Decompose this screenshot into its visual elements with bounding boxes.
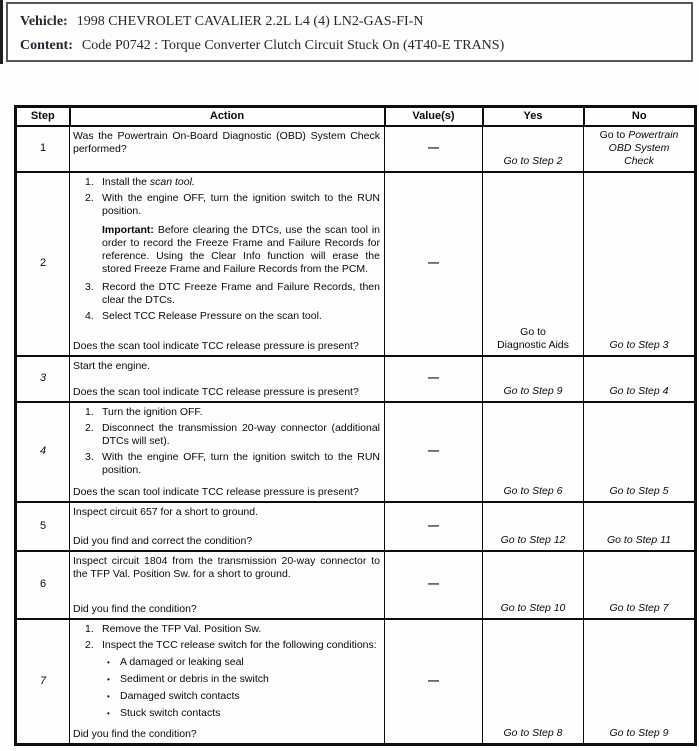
- yes-line: [486, 385, 580, 398]
- text-segment: Go to Step 11: [606, 533, 671, 546]
- no-cell: [584, 502, 696, 551]
- text-segment: Go to: [599, 128, 629, 141]
- table-row: [16, 402, 696, 502]
- action-cell: [70, 502, 385, 551]
- no-cell: [584, 619, 696, 745]
- yes-cell: [483, 126, 584, 172]
- yes-line: [486, 534, 580, 547]
- values-cell: [385, 356, 483, 402]
- step-cell: [16, 172, 70, 356]
- step-number: 2: [39, 257, 47, 269]
- table-row: [16, 551, 696, 619]
- item-text: [102, 176, 380, 189]
- item-text: [102, 639, 380, 652]
- yes-cell: [483, 619, 584, 745]
- text-segment: Diagnostic Aids: [497, 338, 569, 351]
- action-content: [73, 505, 380, 548]
- action-numbered-item: [73, 639, 380, 652]
- action-question: Does the scan tool indicate TCC release pressure is present?: [73, 385, 359, 398]
- item-number: 4.: [85, 309, 94, 322]
- no-cell: [584, 402, 696, 502]
- text-segment: Remove the TFP Val. Position Sw.: [102, 622, 262, 635]
- text-segment: Go to Step 8: [503, 726, 563, 739]
- column-header-action: Action: [70, 107, 385, 126]
- text-segment: Before clearing the DTCs, use the scan tool in order to record the Freeze Frame and Failure Records for reference. Using the Clear Info function will erase the stored Freeze Frame and Failure Records from the PCM.: [102, 223, 380, 275]
- item-number: 3.: [85, 280, 94, 293]
- text-segment: Go to Step 4: [609, 384, 669, 397]
- yes-line: [486, 326, 580, 339]
- no-cell: [584, 356, 696, 402]
- action-content: [73, 129, 380, 167]
- content-row: [20, 34, 685, 58]
- content-value: Code P0742 : Torque Converter Clutch Circuit Stuck On (4T40-E TRANS): [81, 38, 505, 53]
- content-label: Content:: [20, 38, 73, 53]
- action-question: Did you find and correct the condition?: [73, 534, 253, 547]
- no-line: [587, 602, 691, 615]
- step-cell: [16, 551, 70, 619]
- table-header-row: [16, 107, 696, 126]
- item-number: 1.: [85, 622, 94, 635]
- item-text: [102, 422, 380, 448]
- yes-line: [486, 485, 580, 498]
- action-question: Did you find the condition?: [73, 602, 197, 615]
- table-body: [16, 126, 696, 745]
- action-cell: [70, 172, 385, 356]
- text-segment: With the engine OFF, turn the ignition switch to the RUN position.: [102, 191, 380, 217]
- action-question: Does the scan tool indicate TCC release pressure is present?: [73, 485, 359, 498]
- values-dash: —: [428, 445, 439, 457]
- no-cell: [584, 172, 696, 356]
- no-line: [587, 534, 691, 547]
- text-segment: Inspect the TCC release switch for the following conditions:: [102, 638, 377, 651]
- step-number: 7: [39, 674, 47, 687]
- text-segment: Go to Step 7: [609, 601, 669, 614]
- table-row: [16, 126, 696, 172]
- item-number: 3.: [85, 450, 94, 463]
- item-text: [102, 406, 380, 419]
- text-segment: Stuck switch contacts: [120, 706, 221, 719]
- diagnostic-table: [14, 105, 697, 746]
- yes-line: [486, 339, 580, 352]
- action-paragraph: [102, 224, 380, 276]
- text-segment: Inspect circuit 657 for a short to ground.: [73, 505, 259, 518]
- yes-line: [486, 602, 580, 615]
- text-segment: Important:: [102, 223, 154, 236]
- text-segment: Check: [624, 154, 654, 167]
- no-line: [587, 155, 691, 168]
- bullet-text: [120, 690, 380, 703]
- step-cell: [16, 619, 70, 745]
- column-header-yes: Yes: [483, 107, 584, 126]
- bullet-text: [120, 673, 380, 686]
- text-segment: Go to Step 6: [503, 484, 563, 497]
- text-segment: Was the Powertrain On-Board Diagnostic (OBD) System Check performed?: [73, 129, 380, 155]
- action-numbered-item: [73, 192, 380, 218]
- values-dash: —: [428, 674, 439, 687]
- text-segment: A damaged or leaking seal: [120, 655, 244, 668]
- action-content: [73, 405, 380, 499]
- bullet-icon: •: [107, 708, 110, 718]
- action-numbered-item: [73, 281, 380, 307]
- values-cell: [385, 502, 483, 551]
- values-cell: [385, 619, 483, 745]
- bullet-text: [120, 656, 380, 669]
- yes-cell: [483, 356, 584, 402]
- column-header-step: Step: [16, 107, 70, 126]
- yes-line: [486, 155, 580, 168]
- text-segment: Start the engine.: [73, 359, 151, 372]
- column-header-values: Value(s): [385, 107, 483, 126]
- no-line: [587, 142, 691, 155]
- no-line: [587, 339, 691, 352]
- text-segment: OBD System: [608, 141, 670, 154]
- action-cell: [70, 126, 385, 172]
- action-bullet-item: [107, 656, 380, 669]
- yes-cell: [483, 402, 584, 502]
- table-row: [16, 619, 696, 745]
- action-cell: [70, 402, 385, 502]
- text-segment: Disconnect the transmission 20-way connector (additional DTCs will set).: [102, 421, 380, 447]
- step-cell: [16, 126, 70, 172]
- step-number: 3: [39, 372, 47, 384]
- vehicle-label: Vehicle:: [20, 14, 68, 29]
- vehicle-value: 1998 CHEVROLET CAVALIER 2.2L L4 (4) LN2-GAS-FI-N: [76, 14, 424, 29]
- text-segment: Turn the ignition OFF.: [102, 405, 203, 418]
- action-cell: [70, 356, 385, 402]
- text-segment: Go to Step 5: [609, 484, 669, 497]
- item-text: [102, 310, 380, 323]
- item-number: 2.: [85, 191, 94, 204]
- item-number: 2.: [85, 421, 94, 434]
- step-number: 5: [39, 519, 47, 532]
- action-text: [73, 130, 380, 156]
- no-cell: [584, 126, 696, 172]
- vehicle-row: [20, 10, 685, 34]
- text-segment: Record the DTC Freeze Frame and Failure Records, then clear the DTCs.: [102, 280, 380, 306]
- text-segment: With the engine OFF, turn the ignition switch to the RUN position.: [102, 450, 380, 476]
- table-row: [16, 502, 696, 551]
- action-question: Did you find the condition?: [73, 727, 197, 740]
- action-text: [73, 360, 380, 373]
- action-bullet-item: [107, 707, 380, 720]
- yes-cell: [483, 502, 584, 551]
- no-line: [587, 385, 691, 398]
- values-dash: —: [428, 519, 439, 532]
- text-segment: Install the: [102, 175, 150, 188]
- bullet-icon: •: [107, 691, 110, 701]
- text-segment: Select TCC Release Pressure on the scan tool.: [102, 309, 322, 322]
- action-numbered-item: [73, 623, 380, 636]
- text-segment: Go to Step 3: [609, 338, 669, 351]
- text-segment: scan tool.: [149, 175, 195, 188]
- no-line: [587, 485, 691, 498]
- item-number: 2.: [85, 638, 94, 651]
- action-content: [73, 622, 380, 741]
- table-row: [16, 356, 696, 402]
- item-text: [102, 192, 380, 218]
- bullet-icon: •: [107, 674, 110, 684]
- text-segment: Go to Step 9: [503, 384, 563, 397]
- yes-cell: [483, 172, 584, 356]
- values-dash: —: [428, 142, 439, 154]
- action-content: [73, 359, 380, 399]
- action-cell: [70, 551, 385, 619]
- no-line: [587, 129, 691, 142]
- no-cell: [584, 551, 696, 619]
- values-cell: [385, 126, 483, 172]
- bullet-icon: •: [107, 657, 110, 667]
- scan-edge-artifact: [0, 0, 3, 64]
- yes-cell: [483, 551, 584, 619]
- step-cell: [16, 502, 70, 551]
- action-numbered-item: [73, 176, 380, 189]
- action-numbered-item: [73, 406, 380, 419]
- yes-line: [486, 727, 580, 740]
- action-content: [73, 175, 380, 353]
- values-cell: [385, 172, 483, 356]
- values-dash: —: [428, 372, 439, 384]
- item-text: [102, 623, 380, 636]
- text-segment: Go to: [520, 325, 546, 338]
- action-question: Does the scan tool indicate TCC release pressure is present?: [73, 339, 359, 352]
- step-cell: [16, 356, 70, 402]
- action-bullet-item: [107, 690, 380, 703]
- step-number: 6: [39, 578, 47, 590]
- text-segment: Inspect circuit 1804 from the transmission 20-way connector to the TFP Val. Position Sw. for a short to ground.: [73, 554, 380, 580]
- item-text: [102, 451, 380, 477]
- step-cell: [16, 402, 70, 502]
- item-number: 1.: [85, 175, 94, 188]
- text-segment: Go to Step 2: [503, 154, 563, 167]
- step-number: 4: [39, 445, 47, 457]
- values-dash: —: [428, 257, 439, 269]
- values-dash: —: [428, 578, 439, 590]
- action-content: [73, 554, 380, 616]
- text-segment: Powertrain: [628, 128, 679, 141]
- values-cell: [385, 551, 483, 619]
- values-cell: [385, 402, 483, 502]
- action-text: [73, 555, 380, 581]
- action-cell: [70, 619, 385, 745]
- action-text: [73, 506, 380, 519]
- no-line: [587, 727, 691, 740]
- text-segment: Go to Step 9: [609, 726, 669, 739]
- item-number: 1.: [85, 405, 94, 418]
- bullet-text: [120, 707, 380, 720]
- document-header: [6, 2, 693, 62]
- item-text: [102, 281, 380, 307]
- column-header-no: No: [584, 107, 696, 126]
- text-segment: Go to Step 12: [500, 533, 566, 546]
- action-numbered-item: [73, 422, 380, 448]
- text-segment: Sediment or debris in the switch: [120, 672, 269, 685]
- action-numbered-item: [73, 451, 380, 477]
- text-segment: Damaged switch contacts: [120, 689, 240, 702]
- table-row: [16, 172, 696, 356]
- step-number: 1: [39, 142, 47, 154]
- action-bullet-item: [107, 673, 380, 686]
- text-segment: Go to Step 10: [500, 601, 566, 614]
- action-numbered-item: [73, 310, 380, 323]
